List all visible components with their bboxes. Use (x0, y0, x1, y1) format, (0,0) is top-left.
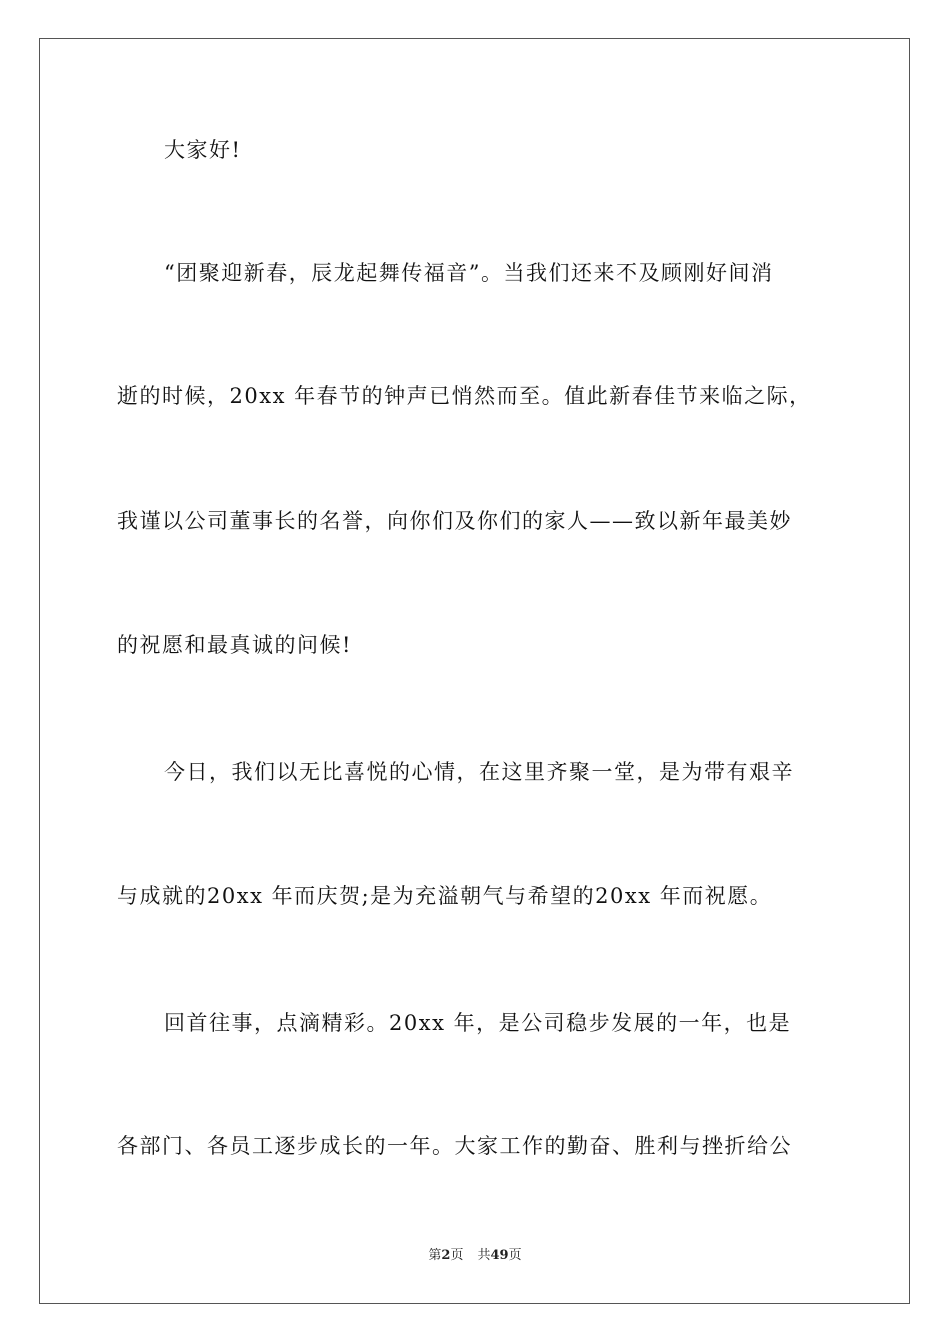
total-prefix: 共 (477, 1248, 491, 1263)
total-suffix: 页 (508, 1248, 522, 1263)
page-suffix: 页 (450, 1248, 464, 1263)
paragraph-line: 回首往事，点滴精彩。20xx 年，是公司稳步发展的一年，也是 (164, 1011, 792, 1035)
page-frame (39, 38, 910, 1304)
paragraph-line: 各部门、各员工逐步成长的一年。大家工作的勤奋、胜利与挫折给公 (117, 1134, 792, 1158)
greeting-line: 大家好! (164, 138, 242, 162)
paragraph-line: 我谨以公司董事长的名誉，向你们及你们的家人——致以新年最美妙 (117, 509, 792, 533)
paragraph-line: “团聚迎新春，辰龙起舞传福音”。当我们还来不及顾刚好间消 (164, 261, 774, 285)
page-prefix: 第 (428, 1248, 442, 1263)
paragraph-line: 逝的时候，20xx 年春节的钟声已悄然而至。值此新春佳节来临之际， (117, 384, 812, 408)
page-number: 2 (441, 1248, 451, 1263)
paragraph-line: 与成就的20xx 年而庆贺;是为充溢朝气与希望的20xx 年而祝愿。 (117, 884, 773, 908)
page-footer (0, 1246, 950, 1266)
total-pages: 49 (490, 1248, 509, 1263)
paragraph-line: 的祝愿和最真诚的问候! (117, 633, 352, 657)
paragraph-line: 今日，我们以无比喜悦的心情，在这里齐聚一堂，是为带有艰辛 (164, 760, 794, 784)
